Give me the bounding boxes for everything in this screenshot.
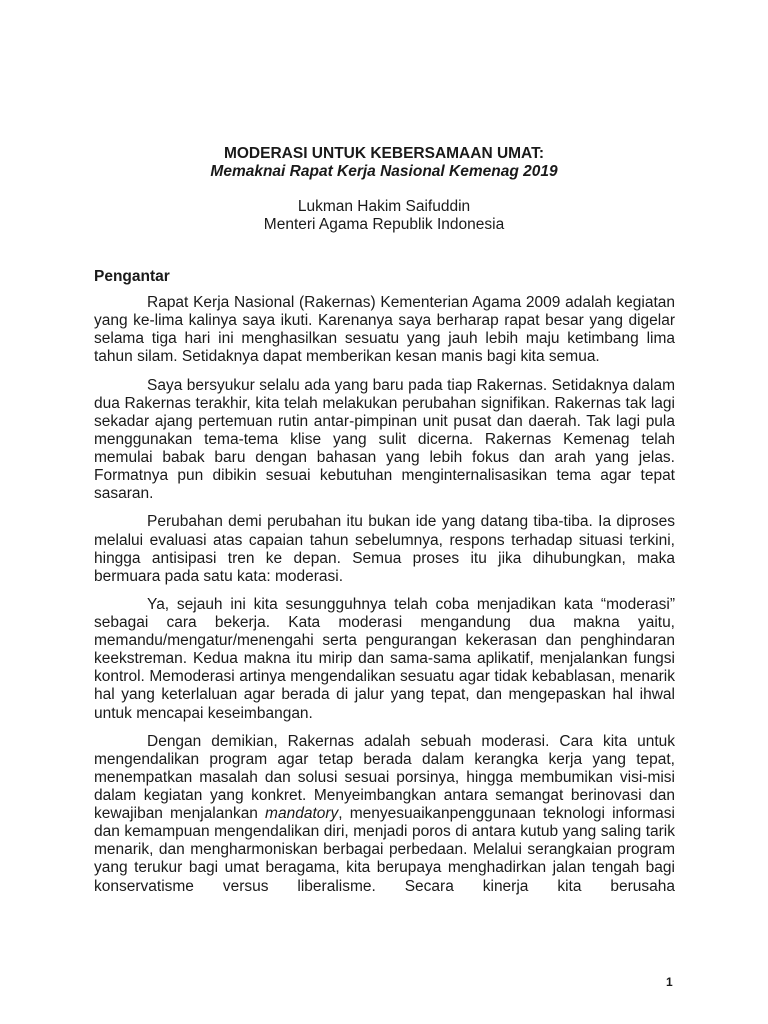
page-number: 1 — [666, 975, 673, 989]
author-position: Menteri Agama Republik Indonesia — [263, 216, 505, 233]
document-subtitle: Memaknai Rapat Kerja Nasional Kemenag 2019 — [210, 163, 558, 180]
paragraph-4: Ya, sejauh ini kita sesungguhnya telah coba menjadikan kata “moderasi” sebagai cara bekerja. Kata moderasi mengandung dua makna yaitu, memandu/mengatur/menengahi serta pengurangan kekerasan dan penghindaran keekstreman. Kedua makna itu mirip dan sama-sama aplikatif, menjalankan fungsi kontrol. Memoderasi artinya mengendalikan sesuatu agar tidak kebablasan, menarik hal yang keterlaluan agar berada di jalur yang tepat, dan mengepaskan hal ihwal untuk mencapai keseimbangan. — [94, 595, 675, 722]
paragraph-5-text-a: Dengan demikian, Rakernas adalah sebuah moderasi. Cara kita untuk mengendalikan program agar tetap berada dalam kerangka kerja yang tepat, menempatkan masalah dan solusi sesuai porsinya, hingga membumikan visi-misi dalam kegiatan yang konkret. Menyeimbangkan antara semangat berinovasi dan kewajiban menjalankan — [94, 732, 675, 823]
paragraph-5-emphasis: mandatory — [265, 805, 339, 823]
author-name: Lukman Hakim Saifuddin — [297, 198, 471, 215]
paragraph-2: Saya bersyukur selalu ada yang baru pada tiap Rakernas. Setidaknya dalam dua Rakernas terakhir, kita telah melakukan perubahan signifikan. Rakernas tak lagi sekadar ajang pertemuan rutin antar-pimpinan unit pusat dan daerah. Tak lagi pula menggunakan tema-tema klise yang sulit dicerna. Rakernas Kemenag telah memulai babak baru dengan bahasan yang lebih fokus dan arah yang jelas. Formatnya pun dibikin sesuai kebutuhan menginternalisasikan tema agar tepat sasaran. — [94, 376, 675, 503]
paragraph-5-text-b: , menyesuaikanpenggunaan teknologi informasi dan kemampuan mengendalikan diri, menjadi poros di antara kutub yang saling tarik menarik, dan mengharmoniskan berbagai perbedaan. Melalui serangkaian program yang terukur bagi umat beragama, kita berupaya menghadirkan jalan tengah bagi konservatisme versus liberalisme. Secara kinerja kita berusaha — [94, 805, 675, 895]
section-heading: Pengantar — [94, 268, 170, 285]
document-title: MODERASI UNTUK KEBERSAMAAN UMAT: — [223, 145, 545, 162]
paragraph-1: Rapat Kerja Nasional (Rakernas) Kementerian Agama 2009 adalah kegiatan yang ke-lima kalinya saya ikuti. Karenanya saya berharap rapat besar yang digelar selama tiga hari ini menghasilkan sesuatu yang jauh lebih maju ketimbang lima tahun silam. Setidaknya dapat memberikan kesan manis bagi kita semua. — [94, 294, 675, 366]
body-text — [94, 294, 675, 896]
paragraph-3: Perubahan demi perubahan itu bukan ide yang datang tiba-tiba. Ia diproses melalui evaluasi atas capaian tahun sebelumnya, respons terhadap situasi terkini, hingga antisipasi tren ke depan. Semua proses itu jika dihubungkan, maka bermuara pada satu kata: moderasi. — [94, 513, 675, 585]
paragraph-5 — [94, 733, 675, 896]
